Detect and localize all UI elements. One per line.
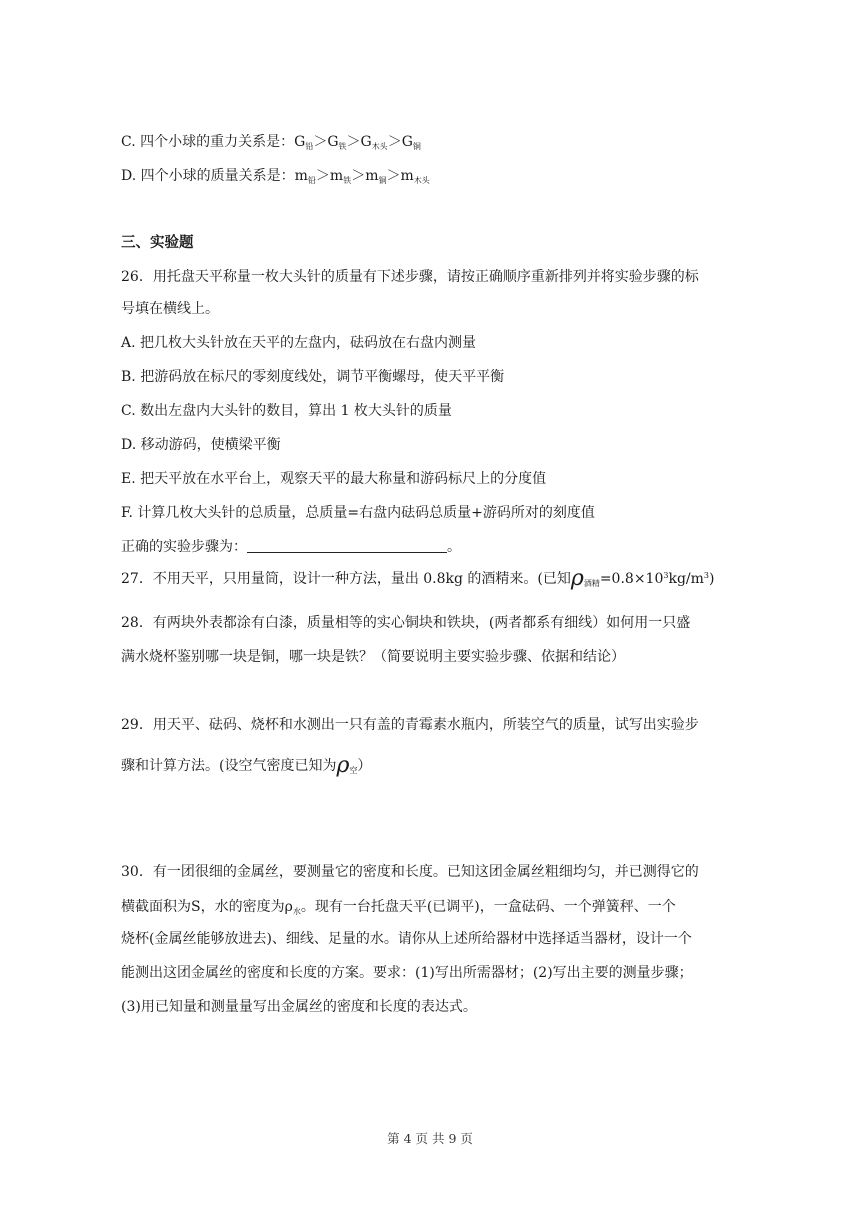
q26-step-b: B. 把游码放在标尺的零刻度线处，调节平衡螺母，使天平平衡: [121, 369, 505, 385]
q30-text-a: 横截面积为S，水的密度为ρ: [121, 899, 293, 915]
subscript: 铜: [378, 176, 387, 185]
m-symbol: m: [400, 168, 414, 184]
q27-text: 27．不用天平，只用量筒，设计一种方法，量出 0.8kg 的酒精来。(已知: [121, 571, 571, 587]
q26-answer-line: [121, 537, 461, 557]
q29-line-1: 29．用天平、砝码、烧杯和水测出一只有盖的青霉素水瓶内，所装空气的质量，试写出实验步: [121, 717, 699, 733]
subscript: 铅: [305, 142, 314, 151]
gt-sign: ＞: [387, 134, 402, 150]
q30-line-1: 30．有一团很细的金属丝，要测量它的密度和长度。已知这团金属丝粗细均匀，并已测得它的: [121, 864, 699, 880]
page-footer: 第 4 页 共 9 页: [387, 1131, 473, 1146]
q26-answer-label: 正确的实验步骤为：: [121, 539, 247, 555]
q27-unit-exponent: 3: [703, 571, 709, 580]
q26-step-e: E. 把天平放在水平台上，观察天平的最大称量和游码标尺上的分度值: [121, 471, 547, 487]
q29-close: ）: [357, 758, 372, 774]
q26-step-a: A. 把几枚大头针放在天平的左盘内，砝码放在右盘内测量: [121, 335, 477, 351]
subscript: 铁: [338, 142, 347, 151]
m-symbol: m: [329, 168, 344, 184]
q30-line-4: 能测出这团金属丝的密度和长度的方案。要求：(1)写出所需器材；(2)写出主要的测量步骤；: [121, 965, 693, 981]
subscript: 木头: [371, 142, 388, 151]
answer-blank[interactable]: [247, 538, 447, 553]
option-d-text: D. 四个小球的质量关系是：: [121, 168, 295, 184]
q26-step-c: C. 数出左盘内大头针的数目，算出 1 枚大头针的质量: [121, 403, 452, 419]
rho-symbol: ρ: [570, 566, 584, 591]
q26-line-2: 号填在横线上。: [121, 301, 219, 317]
subscript: 铁: [343, 176, 352, 185]
q27-line: [121, 566, 715, 591]
rho-subscript: 酒精: [583, 579, 600, 588]
subscript: 铜: [412, 142, 421, 151]
q30-text-b: 。现有一台托盘天平(已调平)，一盒砝码、一个弹簧秤、一个: [300, 899, 676, 915]
gt-sign: ＞: [346, 134, 361, 150]
q29-text: 骤和计算方法。(设空气密度已知为: [121, 758, 337, 774]
g-symbol: G: [360, 134, 372, 150]
q26-answer-end: 。: [447, 539, 461, 555]
gt-sign: ＞: [313, 134, 328, 150]
gt-sign: ＞: [315, 168, 330, 184]
q26-line-1: 26．用托盘天平称量一枚大头针的质量有下述步骤，请按正确顺序重新排列并将实验步骤的标: [121, 269, 699, 285]
q27-value: =0.8×10: [599, 571, 664, 587]
section-heading: 三、实验题: [121, 234, 194, 251]
subscript: 木头: [413, 176, 430, 185]
q29-line-2: [121, 753, 372, 778]
option-c: [121, 132, 421, 152]
q28-line-1: 28．有两块外表都涂有白漆，质量相等的实心铜块和铁块，(两者都系有细线）如何用一只盛: [121, 615, 691, 631]
q27-unit: kg/m: [668, 571, 704, 587]
gt-sign: ＞: [351, 168, 366, 184]
rho-subscript: 水: [292, 907, 301, 916]
q30-line-3: 烧杯(金属丝能够放进去)、细线、足量的水。请你从上述所给器材中选择适当器材，设计一个: [121, 931, 692, 947]
m-symbol: m: [294, 168, 308, 184]
option-d: [121, 166, 430, 186]
q28-line-2: 满水烧杯鉴别哪一块是铜，哪一块是铁？（简要说明主要实验步骤、依据和结论）: [121, 649, 625, 665]
q27-exponent: 3: [663, 571, 669, 580]
rho-subscript: 空: [349, 766, 358, 775]
g-symbol: G: [294, 134, 306, 150]
option-c-text: C. 四个小球的重力关系是：: [121, 134, 295, 150]
q27-close: ): [709, 571, 715, 587]
q26-step-f: F. 计算几枚大头针的总质量，总质量=右盘内砝码总质量+游码所对的刻度值: [121, 505, 595, 521]
rho-symbol: ρ: [336, 753, 350, 778]
gt-sign: ＞: [386, 168, 401, 184]
q30-line-5: (3)用已知量和测量量写出金属丝的密度和长度的表达式。: [121, 999, 477, 1015]
q26-step-d: D. 移动游码，使横梁平衡: [121, 437, 281, 453]
q30-line-2: [121, 897, 676, 917]
g-symbol: G: [327, 134, 339, 150]
m-symbol: m: [365, 168, 379, 184]
subscript: 铅: [307, 176, 316, 185]
g-symbol: G: [401, 134, 413, 150]
